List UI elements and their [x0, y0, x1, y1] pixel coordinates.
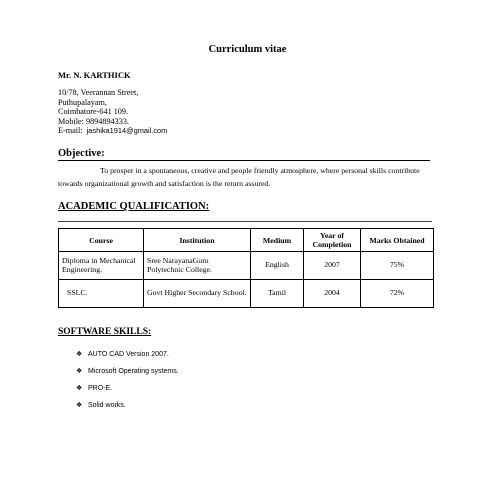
- col-year-header: Year of Completion: [304, 229, 361, 252]
- objective-text: To prosper in a spontaneous, creative and people friendly atmosphere, where personal skills contribute towards organizational growth and satisfaction is the return assured.: [58, 166, 420, 188]
- cell-year: 2004: [304, 280, 361, 308]
- mobile-number: 9894894333.: [85, 116, 129, 126]
- list-item: [76, 401, 179, 418]
- diamond-bullet-icon: ❖: [76, 385, 83, 392]
- email-line: [58, 126, 167, 136]
- software-skill-list: [76, 350, 179, 418]
- list-item: [76, 384, 179, 401]
- email-label: E-mail:: [58, 126, 83, 136]
- cell-marks: 72%: [361, 280, 434, 308]
- cell-institution: Sree NarayanaGuru Polytechnic College.: [144, 252, 251, 280]
- cell-course: Diploma in Mechanical Engineering.: [59, 252, 144, 280]
- col-marks-header: Marks Obtained: [361, 229, 434, 252]
- table-header-row: [59, 229, 434, 252]
- mobile-label: Mobile:: [58, 116, 84, 126]
- address-line-3: Coimbatore-641 109.: [58, 107, 129, 117]
- academic-divider: [58, 221, 432, 222]
- skill-text: AUTO CAD Version 2007.: [88, 351, 169, 358]
- cell-medium: English: [251, 252, 304, 280]
- list-item: [76, 367, 179, 384]
- candidate-name: Mr. N. KARTHICK: [58, 70, 131, 80]
- col-course-header: Course: [59, 229, 144, 252]
- document-title: Curriculum vitae: [208, 44, 287, 55]
- objective-heading: Objective:: [58, 148, 105, 159]
- col-institution-header: Institution: [144, 229, 251, 252]
- cell-institution: Govt Higher Secondary School.: [144, 280, 251, 308]
- address-line-1: 10/78, Veerannan Street,: [58, 88, 139, 97]
- diamond-bullet-icon: ❖: [76, 351, 83, 358]
- cell-course: SSLC.: [59, 280, 144, 308]
- skill-text: PRO-E.: [88, 385, 113, 392]
- email-address: jashika1914@gmail.com: [86, 126, 168, 136]
- academic-heading: ACADEMIC QUALIFICATION:: [58, 201, 210, 212]
- cell-medium: Tamil: [251, 280, 304, 308]
- contact-block: [58, 88, 167, 136]
- table-row: [59, 280, 434, 308]
- table-row: [59, 252, 434, 280]
- skill-text: Microsoft Operating systems.: [88, 368, 179, 375]
- address-line-2: Puthupalayam,: [58, 97, 107, 107]
- qualification-table: [58, 228, 434, 308]
- diamond-bullet-icon: ❖: [76, 368, 83, 375]
- software-heading: SOFTWARE SKILLS:: [58, 327, 152, 337]
- diamond-bullet-icon: ❖: [76, 402, 83, 409]
- cell-marks: 75%: [361, 252, 434, 280]
- col-medium-header: Medium: [251, 229, 304, 252]
- list-item: [76, 350, 179, 367]
- mobile-line: [58, 117, 167, 127]
- skill-text: Solid works.: [88, 402, 126, 409]
- cell-year: 2007: [304, 252, 361, 280]
- objective-divider: [58, 160, 430, 161]
